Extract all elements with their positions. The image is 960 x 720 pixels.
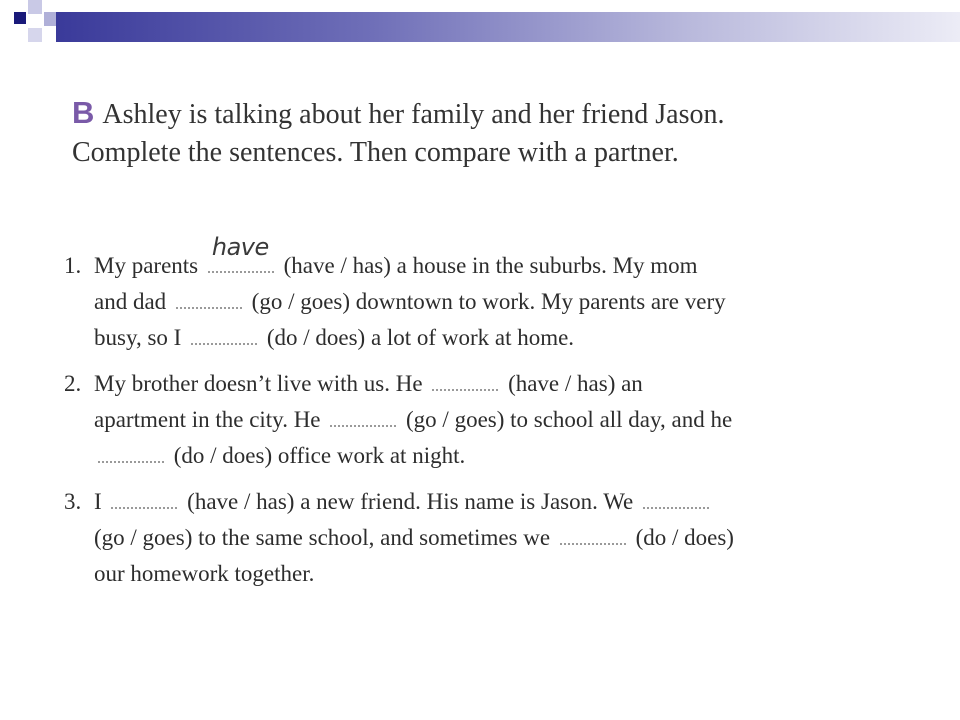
item-text: (have / has) a house in the suburbs. My mom	[283, 253, 698, 278]
exercise-item-3	[64, 484, 844, 592]
item-text: I	[94, 489, 102, 514]
item-text: apartment in the city. He	[94, 407, 321, 432]
decor-square	[28, 0, 42, 14]
item-text: (do / does) office work at night.	[173, 443, 466, 468]
answer-blank[interactable]	[111, 495, 177, 509]
handwritten-answer: have	[211, 233, 269, 261]
item-text: (go / goes) to the same school, and sometimes we	[94, 525, 551, 550]
exercise-letter: B	[72, 95, 95, 130]
decor-square	[28, 28, 42, 42]
item-number: 2.	[64, 371, 82, 396]
item-text: and dad	[94, 289, 167, 314]
item-text: My brother doesn’t live with us. He	[94, 371, 423, 396]
answer-blank[interactable]	[98, 449, 164, 463]
answer-blank[interactable]	[432, 377, 498, 391]
answer-blank[interactable]	[208, 233, 274, 273]
answer-blank[interactable]	[560, 531, 626, 545]
exercise-item-2	[64, 366, 844, 474]
decor-square	[14, 28, 26, 40]
item-text: (have / has) an	[508, 371, 643, 396]
decor-square	[14, 12, 26, 24]
exercise-items	[64, 233, 844, 602]
exercise-item-1	[64, 233, 844, 356]
slide-banner	[0, 0, 960, 48]
answer-blank[interactable]	[176, 295, 242, 309]
item-text: busy, so I	[94, 325, 182, 350]
banner-gradient-bar	[56, 12, 960, 42]
item-text: our homework together.	[94, 561, 315, 586]
item-text: (go / goes) to school all day, and he	[406, 407, 733, 432]
answer-blank[interactable]	[191, 331, 257, 345]
item-number: 1.	[64, 253, 82, 278]
instruction-line-1: Ashley is talking about her family and her friend Jason.	[102, 99, 725, 130]
answer-blank[interactable]	[643, 495, 709, 509]
item-text: My parents	[94, 253, 199, 278]
answer-blank[interactable]	[330, 413, 396, 427]
exercise-instructions	[72, 94, 892, 172]
instruction-line-2: Complete the sentences. Then compare with a partner.	[72, 137, 679, 168]
item-text: (do / does) a lot of work at home.	[266, 325, 575, 350]
item-number: 3.	[64, 489, 82, 514]
item-text: (have / has) a new friend. His name is Jason. We	[187, 489, 634, 514]
item-text: (do / does)	[635, 525, 734, 550]
item-text: (go / goes) downtown to work. My parents are very	[251, 289, 726, 314]
